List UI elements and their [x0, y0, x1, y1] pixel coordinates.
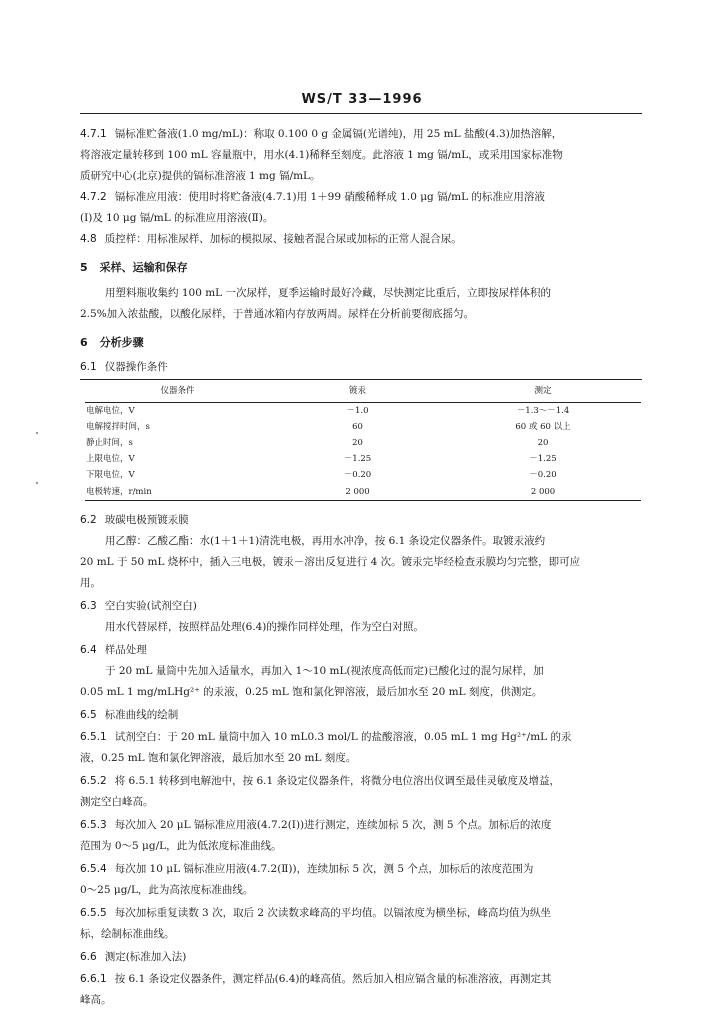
- clause-6-5: [80, 705, 642, 726]
- table-cell: －0.20: [529, 470, 557, 481]
- paragraph-line: 用塑料瓶收集约 100 mL 一次尿样，夏季运输时最好冷藏，尽快测定比重后，立即按尿样体积的: [105, 287, 551, 299]
- table-cell: 下限电位，V: [86, 470, 135, 481]
- clause-number: 6.5.2: [80, 775, 107, 787]
- paragraph-line: 0～25 μg/L，此为高浓度标准曲线。: [80, 884, 254, 896]
- paragraph-line: 测定空白峰高。: [80, 796, 154, 808]
- clause-text: 玻碳电极预镀汞膜: [104, 514, 189, 526]
- clause-number: 4.7.1: [80, 128, 107, 140]
- clause-number: 6.1: [80, 361, 97, 373]
- clause-number: 6.4: [80, 644, 97, 656]
- table-cell: －1.25: [343, 454, 372, 465]
- clause-text: 标准曲线的绘制: [104, 709, 179, 721]
- table-cell: 上限电位，V: [86, 454, 135, 465]
- table-cell: 电解搅拌时间，s: [86, 422, 150, 433]
- clause-text: 将 6.5.1 转移到电解池中，按 6.1 条设定仪器条件，将微分电位溶出仪调至最佳灵敏度及增益，: [114, 775, 560, 787]
- paragraph-line: 用水代替尿样，按照样品处理(6.4)的操作同样处理，作为空白对照。: [105, 621, 424, 633]
- table-cell: 静止时间，s: [86, 438, 133, 449]
- clause-number: 6.6: [80, 951, 97, 963]
- table-row: [85, 435, 641, 451]
- scan-speck: [36, 482, 38, 484]
- paragraph-line: 峰高。: [80, 994, 112, 1006]
- paragraph-line: 用乙醇：乙酸乙酯：水(1＋1＋1)清洗电极，再用水冲净，按 6.1 条设定仪器条件。取镀汞液约: [105, 535, 546, 547]
- table-header-cell: 镀汞: [270, 381, 445, 403]
- table-row: [85, 483, 641, 500]
- clause-text: 质控样：用标准尿样、加标的模拟尿、接触者混合尿或加标的正常人混合尿。: [104, 233, 462, 245]
- table-cell: －1.3～－1.4: [516, 406, 570, 417]
- clause-6-5-2: [80, 771, 642, 792]
- section-6-heading: [80, 332, 642, 353]
- table-row: [85, 419, 641, 435]
- paragraph-line: 20 mL 于 50 mL 烧杯中，插入三电极，镀汞－溶出反复进行 4 次。镀汞完毕经检查汞膜均匀完整，即可应: [80, 556, 581, 568]
- clause-text: 镉标准应用液：使用时将贮备液(4.7.1)用 1＋99 硝酸稀释成 1.0 μg 镉/mL 的标准应用溶液: [114, 191, 545, 203]
- clause-4-8: [80, 229, 642, 250]
- scan-speck: [36, 432, 38, 434]
- table-row: [85, 467, 641, 483]
- table-top-rule: [80, 379, 642, 380]
- clause-number: 4.8: [80, 233, 97, 245]
- section-title: 采样、运输和保存: [99, 261, 188, 274]
- clause-number: 4.7.2: [80, 191, 107, 203]
- table-row: [85, 403, 641, 420]
- paragraph-line: 范围为 0～5 μg/L，此为低浓度标准曲线。: [80, 840, 282, 852]
- section-number: 5: [80, 261, 88, 274]
- clause-text: 仪器操作条件: [104, 361, 168, 373]
- clause-text: 每次加 10 μL 镉标准应用液(4.7.2(Ⅱ))，连续加标 5 次，测 5 个点，加标后的浓度范围为: [114, 863, 534, 875]
- clause-number: 6.5.1: [80, 731, 107, 743]
- paragraph-line: 液，0.25 mL 饱和氯化钾溶液，最后加水至 20 mL 刻度。: [80, 752, 357, 764]
- clause-6-5-4: [80, 859, 642, 880]
- paragraph-line: 用。: [80, 577, 101, 589]
- clause-6-5-5: [80, 903, 642, 924]
- paragraph-line: 2.5%加入浓盐酸，以酸化尿样，于普通冰箱内存放两周。尿样在分析前要彻底摇匀。: [80, 308, 475, 320]
- table-cell: 20: [352, 438, 363, 449]
- clause-text-line: (Ⅰ)及 10 μg 镉/mL 的标准应用溶液(Ⅱ)。: [80, 212, 274, 224]
- table-cell: 20: [537, 438, 549, 449]
- table-row: [85, 451, 641, 467]
- table-header-cell: 测定: [445, 381, 641, 403]
- table-cell: －0.20: [343, 470, 372, 481]
- clause-6-1: [80, 357, 642, 378]
- paragraph-line: 标，绘制标准曲线。: [80, 928, 175, 940]
- clause-text-line: 质研究中心(北京)提供的镉标准溶液 1 mg 镉/mL。: [80, 170, 321, 182]
- clause-6-4: [80, 640, 642, 661]
- paragraph-line: 0.05 mL 1 mg/mLHg²⁺ 的汞液，0.25 mL 饱和氯化钾溶液，最后加水至 20 mL 刻度，供测定。: [80, 686, 543, 698]
- clause-text: 试剂空白：于 20 mL 量筒中加入 10 mL0.3 mol/L 的盐酸溶液，0.05 mL 1 mg Hg²⁺/mL 的汞: [114, 731, 572, 743]
- clause-text: 样品处理: [104, 644, 147, 656]
- clause-number: 6.6.1: [80, 973, 107, 985]
- instrument-conditions-table: [85, 381, 641, 501]
- clause-6-3: [80, 596, 642, 617]
- clause-6-2: [80, 510, 642, 531]
- clause-text-line: 将溶液定量转移到 100 mL 容量瓶中，用水(4.1)稀释至刻度。此溶液 1 mg 镉/mL，或采用国家标准物: [80, 149, 563, 161]
- table-cell: 2 000: [445, 483, 641, 500]
- clause-text: 镉标准贮备液(1.0 mg/mL)：称取 0.100 0 g 金属镉(光谱纯)，用 25 mL 盐酸(4.3)加热溶解，: [114, 128, 563, 140]
- clause-4-7-2: [80, 187, 642, 208]
- clause-number: 6.5.5: [80, 907, 107, 919]
- clause-text: 测定(标准加入法): [104, 951, 187, 963]
- table-cell: 电极转速，r/min: [85, 483, 270, 500]
- page-header-standard-number: WS/T 33—1996: [301, 92, 423, 107]
- section-number: 6: [80, 336, 88, 349]
- section-title: 分析步骤: [99, 336, 144, 349]
- clause-number: 6.5.4: [80, 863, 107, 875]
- table-cell: 60 或 60 以上: [515, 422, 571, 433]
- table-cell: 2 000: [270, 483, 445, 500]
- clause-text: 每次加入 20 μL 镉标准应用液(4.7.2(Ⅰ))进行测定，连续加标 5 次，测 5 个点。加标后的浓度: [114, 819, 552, 831]
- section-5-heading: [80, 257, 642, 278]
- clause-4-7-1: [80, 124, 642, 145]
- clause-6-5-1: [80, 727, 642, 748]
- table-cell: 电解电位，V: [86, 406, 135, 417]
- clause-number: 6.5: [80, 709, 97, 721]
- table-cell: －1.25: [529, 454, 557, 465]
- clause-text: 每次加标重复读数 3 次，取后 2 次读数求峰高的平均值。以镉浓度为横坐标，峰高均值为纵坐: [114, 907, 551, 919]
- clause-text: 空白实验(试剂空白): [104, 600, 197, 612]
- clause-text: 按 6.1 条设定仪器条件，测定样品(6.4)的峰高值。然后加入相应镉含量的标准溶液，再测定其: [114, 973, 552, 985]
- table-cell: －1.0: [346, 406, 369, 417]
- clause-number: 6.3: [80, 600, 97, 612]
- clause-6-6-1: [80, 969, 642, 990]
- clause-number: 6.2: [80, 514, 97, 526]
- table-cell: 60: [352, 422, 363, 433]
- clause-6-6: [80, 947, 642, 968]
- clause-number: 6.5.3: [80, 819, 107, 831]
- table-header-row: [85, 381, 641, 403]
- header-rule: [80, 113, 642, 114]
- table-header-cell: 仪器条件: [85, 381, 270, 403]
- clause-6-5-3: [80, 815, 642, 836]
- paragraph-line: 于 20 mL 量筒中先加入适量水，再加入 1～10 mL(视浓度高低而定)已酸化过的混匀尿样，加: [105, 665, 544, 677]
